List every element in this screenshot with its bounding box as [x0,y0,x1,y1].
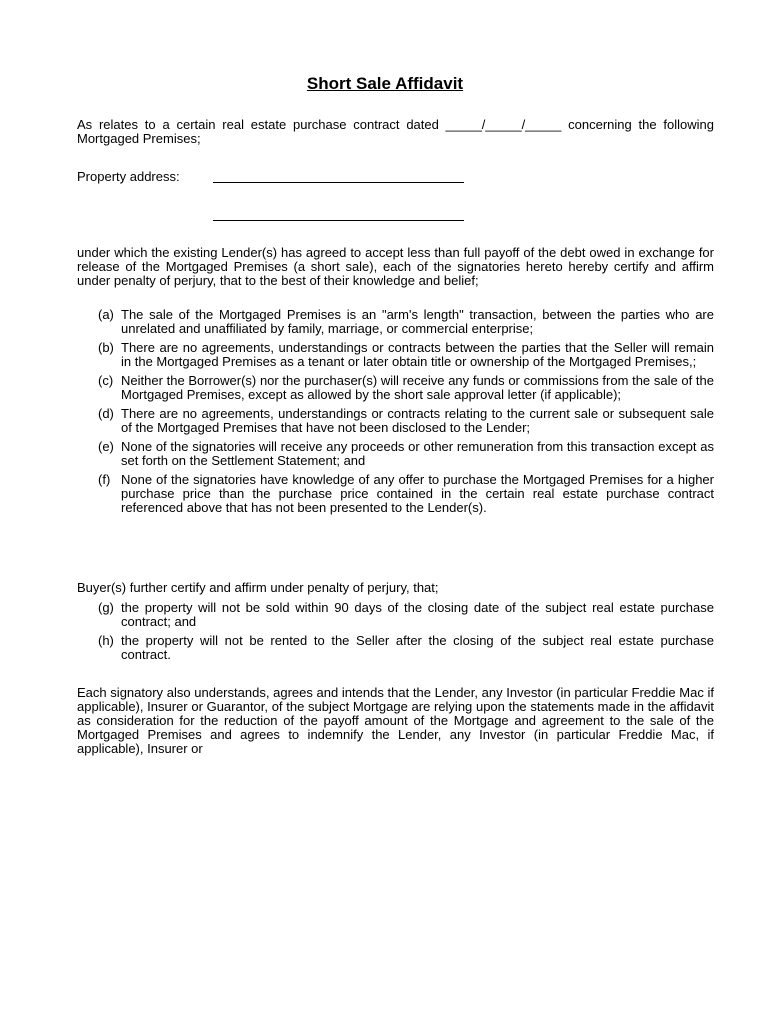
signatory-statements-list [98,308,714,520]
list-marker: (g) [98,600,114,615]
under-which-paragraph: under which the existing Lender(s) has agreed to accept less than full payoff of the debt owed in exchange for release of the Mortgaged Premises (a short sale), each of the signatories hereto hereby certify and affirm under penalty of perjury, that to the best of their knowledge and belief; [77,245,714,288]
list-item-text: the property will not be rented to the Seller after the closing of the subject real estate purchase contract. [121,633,714,662]
list-item-text: There are no agreements, understandings or contracts relating to the current sale or subsequent sale of the Mortgaged Premises that have not been disclosed to the Lender; [121,406,714,435]
list-item [98,473,714,515]
list-marker: (b) [98,340,114,355]
list-marker: (d) [98,406,114,421]
buyer-statements-list [98,601,714,667]
list-item [98,308,714,336]
list-item-text: Neither the Borrower(s) nor the purchaser(s) will receive any funds or commissions from the sale of the Mortgaged Premises, except as allowed by the short sale approval letter (if applicable); [121,373,714,402]
buyer-certification-intro: Buyer(s) further certify and affirm under penalty of perjury, that; [77,580,439,595]
each-signatory-paragraph: Each signatory also understands, agrees and intends that the Lender, any Investor (in particular Freddie Mac if applicable), Insurer or Guarantor, of the subject Mortgage are relying upon the statements made in the affidavit as consideration for the reduction of the payoff amount of the Mortgage and agreement to the sale of the Mortgaged Premises and agrees to indemnify the Lender, any Investor (in particular Freddie Mac, if applicable), Insurer or [77,685,714,756]
list-item [98,341,714,369]
property-address-line-1[interactable] [213,182,464,183]
list-item [98,407,714,435]
property-address-line-2[interactable] [213,220,464,221]
list-item [98,374,714,402]
list-item [98,634,714,662]
list-marker: (f) [98,472,111,487]
document-title: Short Sale Affidavit [306,74,464,93]
list-item-text: the property will not be sold within 90 days of the closing date of the subject real estate purchase contract; and [121,600,714,629]
list-item [98,601,714,629]
list-marker: (e) [98,439,114,454]
list-item-text: There are no agreements, understandings or contracts between the parties that the Seller will remain in the Mortgaged Premises as a tenant or later obtain title or ownership of the Mortgaged Premises,; [121,340,714,369]
list-marker: (a) [98,307,114,322]
list-marker: (c) [98,373,114,388]
list-item-text: The sale of the Mortgaged Premises is an "arm's length" transaction, between the parties who are unrelated and unaffiliated by family, marriage, or commercial enterprise; [121,307,714,336]
list-item-text: None of the signatories have knowledge of any offer to purchase the Mortgaged Premises for a higher purchase price than the purchase price contained in the certain real estate purchase contract referenced above that has not been presented to the Lender(s). [121,472,714,515]
list-marker: (h) [98,633,114,648]
list-item-text: None of the signatories will receive any proceeds or other remuneration from this transaction except as set forth on the Settlement Statement; and [121,439,714,468]
list-item [98,440,714,468]
property-address-label: Property address: [77,169,180,184]
intro-paragraph: As relates to a certain real estate purchase contract dated _____/_____/_____ concerning the following Mortgaged Premises; [77,117,714,146]
